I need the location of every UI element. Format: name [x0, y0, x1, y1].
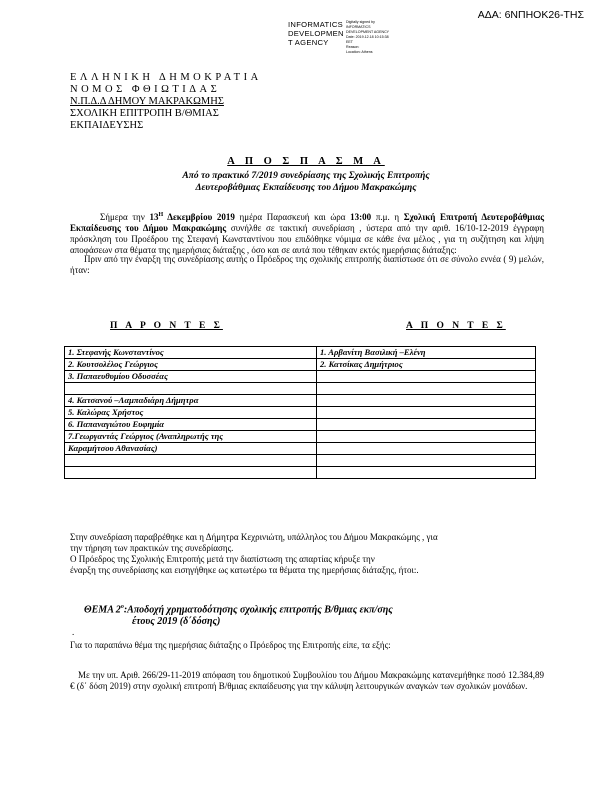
absent-member-cell: 2. Κατσίκας Δημήτριος — [317, 359, 536, 371]
stamp-detail: Reason: — [346, 45, 360, 49]
present-member-cell — [65, 467, 317, 479]
text-line: Στην συνεδρίαση παραβρέθηκε και η Δήμητρα Κεχρινιώτη, υπάλληλος του Δήμου Μακρακώμης , για — [70, 532, 438, 542]
stamp-detail: Digitally signed by — [346, 20, 375, 24]
present-member-cell — [65, 383, 317, 395]
present-member-cell: 6. Παπαναγιώτου Ευφημία — [65, 419, 317, 431]
stamp-line: DEVELOPMEN — [288, 29, 344, 38]
text-run: ημέρα Παρασκευή και ώρα — [234, 212, 351, 222]
text-run: π.μ. η — [371, 212, 404, 222]
meeting-day — [149, 212, 234, 222]
separator-dot: . — [72, 627, 75, 637]
stamp-detail: Location: Athens — [346, 50, 373, 54]
day-suffix: Η — [158, 212, 164, 218]
absent-member-cell — [317, 431, 536, 443]
agenda-item-line — [84, 601, 393, 616]
header-line: ΕΛΛΗΝΙΚΗ ΔΗΜΟΚΡΑΤΙΑ — [70, 72, 262, 83]
present-member-cell: Καραμήτσου Αθανασίας) — [65, 443, 317, 455]
ada-code: ΑΔΑ: 6ΝΠΗΟΚ26-ΤΗΣ — [477, 9, 584, 21]
present-member-cell: 1. Στεφανής Κωνσταντίνος — [65, 347, 317, 359]
secretary-paragraph — [70, 532, 544, 576]
agenda-item-heading — [84, 601, 393, 628]
chair-statement: Για το παραπάνω θέμα της ημερήσιας διάταξης ο Πρόεδρος της Επιτροπής είπε, τα εξής: — [70, 640, 391, 650]
absent-heading: Α Π Ο Ν Τ Ε Σ — [406, 321, 506, 331]
day-number: 13 — [149, 212, 159, 222]
meeting-month-year: Δεκεμβρίου 2019 — [163, 212, 235, 222]
stamp-line: INFORMATICS — [288, 20, 344, 29]
header-line: Ν.Π.Δ.Δ ΔΗΜΟΥ ΜΑΚΡΑΚΩΜΗΣ — [70, 96, 224, 107]
committee-name: Σχολική Επιτροπή Δευτεροβάθμιας Εκπαίδευσης του Δήμου Μακρακώμης — [70, 212, 545, 233]
present-member-cell: 2. Κουτσολέλος Γεώργιος — [65, 359, 317, 371]
text-line: έναρξη της συνεδρίασης και εισηγήθηκε ως κατωτέρω τα θέματα της ημερήσιας διάταξης, ήτοι:. — [70, 565, 419, 575]
meeting-time: 13:00 — [350, 212, 372, 222]
present-member-cell: 7.Γεωργαντάς Γεώργιος (Αναπληρωτής της — [65, 431, 317, 443]
subtitle-line: Από το πρακτικό 7/2019 συνεδρίασης της Σχολικής Επιτροπής — [182, 171, 430, 181]
document-subtitle — [0, 170, 612, 194]
stamp-detail: Date: 2019.12.18 10:15:38 — [346, 35, 389, 39]
table-row — [65, 359, 536, 371]
absent-member-cell — [317, 407, 536, 419]
text-line: Ο Πρόεδρος της Σχολικής Επιτροπής μετά την διαπίστωση της απαρτίας κήρυξε την — [70, 554, 375, 564]
document-title: Α Π Ο Σ Π Α Σ Μ Α — [227, 156, 385, 167]
absent-member-cell — [317, 371, 536, 383]
absent-member-cell — [317, 383, 536, 395]
text-run: συνήλθε σε τακτική συνεδρίαση , ύστερα από την αριθ. 16/10-12-2019 έγγραφη πρόσκληση του Προέδρου της Στεφανή Κωνσταντίνου που επιδόθηκε νόμιμα σε κάθε ένα μέλος , για τη συζήτηση και λήψη αποφάσεων στα θέματα της ημερήσιας διάταξης , όσο και σε αυτά που τέθηκαν εκτός ημερήσιας διάταξης: — [70, 223, 544, 255]
present-heading: Π Α Ρ Ο Ν Τ Ε Σ — [110, 321, 223, 331]
attendance-table — [64, 346, 536, 479]
absent-member-cell — [317, 467, 536, 479]
table-row — [65, 419, 536, 431]
table-row — [65, 443, 536, 455]
absent-member-cell: 1. Αρβανίτη Βασιλική –Ελένη — [317, 347, 536, 359]
header-line: ΕΚΠΑΙΔΕΥΣΗΣ — [70, 120, 144, 131]
table-row — [65, 467, 536, 479]
present-member-cell: 3. Παπαευθυμίου Οδυσσέας — [65, 371, 317, 383]
text-line: την τήρηση των πρακτικών της συνεδρίασης. — [70, 543, 234, 553]
absent-member-cell — [317, 443, 536, 455]
quorum-paragraph: Πριν από την έναρξη της συνεδρίασης αυτής ο Πρόεδρος της σχολικής επιτροπής διαπίστωσε ότι σε σύνολο εννέα ( 9) μελών, ήταν: — [70, 254, 544, 275]
theme-ordinal: ο — [120, 604, 124, 610]
decision-paragraph: Με την υπ. Αριθ. 266/29-11-2019 απόφαση του δημοτικού Συμβουλίου του Δήμου Μακρακώμης κατανεμήθηκε ποσό 12.384,89 € (δ΄ δόση 2019) στην σχολική επιτροπή Β/θμιας εκπαίδευσης για την κάλυψη λειτουργικών αναγκών των σχολικών μονάδων. — [70, 670, 544, 691]
intro-paragraph — [70, 210, 544, 256]
table-row — [65, 371, 536, 383]
stamp-detail: EET — [346, 40, 353, 44]
subtitle-line: Δευτεροβάθμιας Εκπαίδευσης του Δήμου Μακρακώμης — [195, 183, 417, 193]
absent-member-cell — [317, 455, 536, 467]
table-row — [65, 395, 536, 407]
table-row — [65, 455, 536, 467]
digital-signature-stamp — [288, 20, 344, 47]
table-row — [65, 407, 536, 419]
theme-number: ΘΕΜΑ 2 — [84, 604, 121, 616]
table-row — [65, 383, 536, 395]
header-line: ΣΧΟΛΙΚΗ ΕΠΙΤΡΟΠΗ Β/ΘΜΙΑΣ — [70, 108, 219, 119]
absent-member-cell — [317, 419, 536, 431]
table-row — [65, 347, 536, 359]
present-member-cell — [65, 455, 317, 467]
digital-signature-details — [346, 20, 389, 55]
stamp-detail: DEVELOPMENT AGENCY — [346, 30, 390, 34]
theme-title: :Αποδοχή χρηματοδότησης σχολικής επιτροπής Β/θμιας εκπ/σης — [123, 604, 393, 616]
stamp-line: T AGENCY — [288, 38, 329, 47]
present-member-cell: 4. Κατσανού –Λαμπαδιάρη Δήμητρα — [65, 395, 317, 407]
present-member-cell: 5. Καλώρας Χρήστος — [65, 407, 317, 419]
stamp-detail: INFORMATICS — [346, 25, 371, 29]
header-line: ΝΟΜΟΣ ΦΘΙΩΤΙΔΑΣ — [70, 84, 221, 95]
text-run: Σήμερα την — [100, 212, 150, 222]
agenda-item-line: έτους 2019 (δ΄δόσης) — [132, 616, 221, 628]
issuer-header — [70, 72, 262, 132]
absent-member-cell — [317, 395, 536, 407]
table-row — [65, 431, 536, 443]
